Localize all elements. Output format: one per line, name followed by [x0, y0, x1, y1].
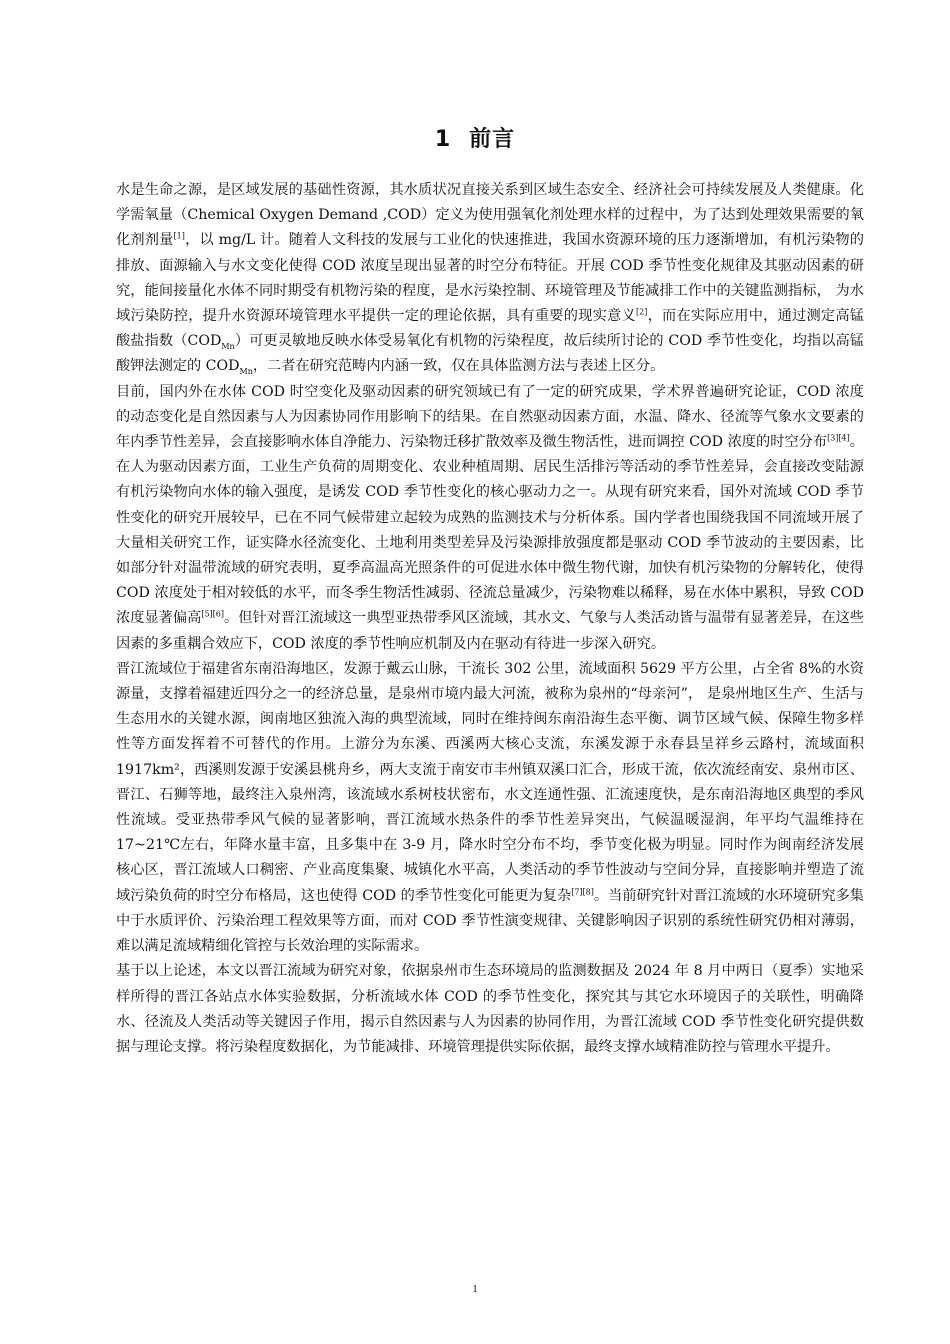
citation-ref: [1] — [173, 231, 185, 241]
paragraph-text: 水是生命之源，是区域发展的基础性资源，其水质状况直接关系到区域生态安全、经济社会可持续发展及人类健康。化学需氧量（Chemical Oxygen Demand ,COD）定义为使用强氧化剂处理水样的过程中，为了达到处理效果需要的氧化剂剂量 — [116, 182, 864, 249]
page-number: 1 — [472, 1283, 478, 1295]
body-text — [116, 178, 864, 1060]
subscript: Mn — [239, 367, 253, 377]
paragraph — [116, 657, 864, 959]
subscript: Mn — [221, 342, 235, 352]
paragraph-text: ，而在实际应用中，通过测定高锰酸盐指数（COD — [116, 308, 864, 350]
section-title: 前言 — [469, 127, 516, 152]
paragraph — [116, 178, 864, 380]
paragraph-text: 基于以上论述，本文以晋江流域为研究对象，依据泉州市生态环境局的监测数据及 2024 年 8 月中两日（夏季）实地采样所得的晋江各站点水体实验数据，分析流域水体 COD 的季节性变化，探究其与其它水环境因子的关联性，明确降水、径流及人类活动等关键因子作用，揭示自然因素与人为因素的协同作用，为晋江流域 COD 季节性变化研究提供数据与理论支撑。将污染程度数据化，为节能减排、环境管理提供实际依据，最终支撑水域精准防控与管理水平提升。 — [116, 963, 864, 1055]
citation-ref: [2] — [635, 307, 648, 317]
paragraph-text: ，以 mg/L 计。随着人文科技的发展与工业化的快速推进，我国水资源环境的压力逐渐增加，有机污染物的排放、面源输入与水文变化使得 COD 浓度呈现出显著的时空分布特征。开展 COD 季节性变化规律及其驱动因素的研究，能间接量化水体不同时期受有机物污染的程度，是水污染控制、环境管理及节能减排工作中的关键监测指标， 为水域污染防控，提升水资源环境管理水平提供一定的理论依据，具有重要的现实意义 — [116, 232, 864, 325]
paragraph-text: 。但针对晋江流域这一典型亚热带季风区流域，其水文、气象与人类活动皆与温带有显著差异，在这些因素的多重耦合效应下，COD 浓度的季节性响应机制及内在驱动有待进一步深入研究。 — [116, 610, 864, 652]
paragraph-text: ）可更灵敏地反映水体受易氧化有机物的污染程度，故后续所讨论的 COD 季节性变化，均指以高锰酸钾法测定的 COD — [116, 333, 864, 375]
paragraph-text: 。在人为驱动因素方面，工业生产负荷的周期变化、农业种植周期、居民生活排污等活动的季节性差异，会直接改变陆源有机污染物向水体的输入强度，是诱发 COD 季节性变化的核心驱动力之一。从现有研究来看，国外对流域 COD 季节性变化的研究开展较早，已在不同气候带建立起较为成熟的监测技术与分析体系。国内学者也围绕我国不同流域开展了大量相关研究工作，证实降水径流变化、土地利用类型差异及污染源排放强度都是驱动 COD 季节波动的主要因素，比如部分针对温带流域的研究表明，夏季高温高光照条件的可促进水体中微生物代谢，加快有机污染物的分解转化，使得 COD 浓度处于相对较低的水平，而冬季生物活性减弱、径流总量减少，污染物难以稀释，易在水体中累积，导致 COD 浓度显著偏高 — [116, 434, 864, 627]
citation-ref: [5][6] — [201, 609, 225, 619]
citation-ref: [3][4] — [827, 433, 850, 443]
section-number: 1 — [434, 127, 452, 152]
paragraph — [116, 959, 864, 1060]
paragraph-text: 目前，国内外在水体 COD 时空变化及驱动因素的研究领域已有了一定的研究成果，学术界普遍研究论证，COD 浓度的动态变化是自然因素与人为因素协同作用影响下的结果。在自然驱动因素方面，水温、降水、径流等气象水文要素的年内季节性差异，会直接影响水体自净能力、污染物迁移扩散效率及微生物活性，进而调控 COD 浓度的时空分布 — [116, 383, 864, 451]
paragraph-text: 晋江流域位于福建省东南沿海地区，发源于戴云山脉，干流长 302 公里，流域面积 5629 平方公里，占全省 8%的水资源量，支撑着福建近四分之一的经济总量，是泉州市境内最大河流，被称为泉州的“母亲河”， 是泉州地区生产、生活与生态用水的关键水源，闽南地区独流入海的典型流域，同时在维持闽东南沿海生态平衡、调节区域气候、保障生物多样性等方面发挥着不可替代的作用。上游分为东溪、西溪两大核心支流，东溪发源于永春县呈祥乡云路村，流域面积 1917km²，西溪则发源于安溪县桃舟乡，两大支流于南安市丰州镇双溪口汇合，形成干流，依次流经南安、泉州市区、晋江、石狮等地，最终注入泉州湾，该流域水系树枝状密布，水文连通性强、汇流速度快，是东南沿海地区典型的季风性流域。受亚热带季风气候的显著影响，晋江流域水热条件的季节性差异突出，气候温暖湿润，年平均气温维持在 17~21℃左右，年降水量丰富，且多集中在 3-9 月，降水时空分布不均，季节变化极为明显。同时作为闽南经济发展核心区，晋江流域人口稠密、产业高度集聚、城镇化水平高，人类活动的季节性波动与空间分异，直接影响并塑造了流域污染负荷的时空分布格局，这也使得 COD 的季节性变化可能更为复杂 — [116, 660, 864, 904]
paragraph-text: 。当前研究针对晋江流域的水环境研究多集中于水质评价、污染治理工程效果等方面，而对 COD 季节性演变规律、关键影响因子识别的系统性研究仍相对薄弱，难以满足流域精细化管控与长效治理的实际需求。 — [116, 887, 864, 955]
paragraph — [116, 380, 864, 657]
paragraph-text: ，二者在研究范畴内内涵一致，仅在具体监测方法与表述上区分。 — [252, 358, 665, 375]
citation-ref: [7][8] — [571, 886, 594, 896]
section-heading — [0, 122, 950, 153]
